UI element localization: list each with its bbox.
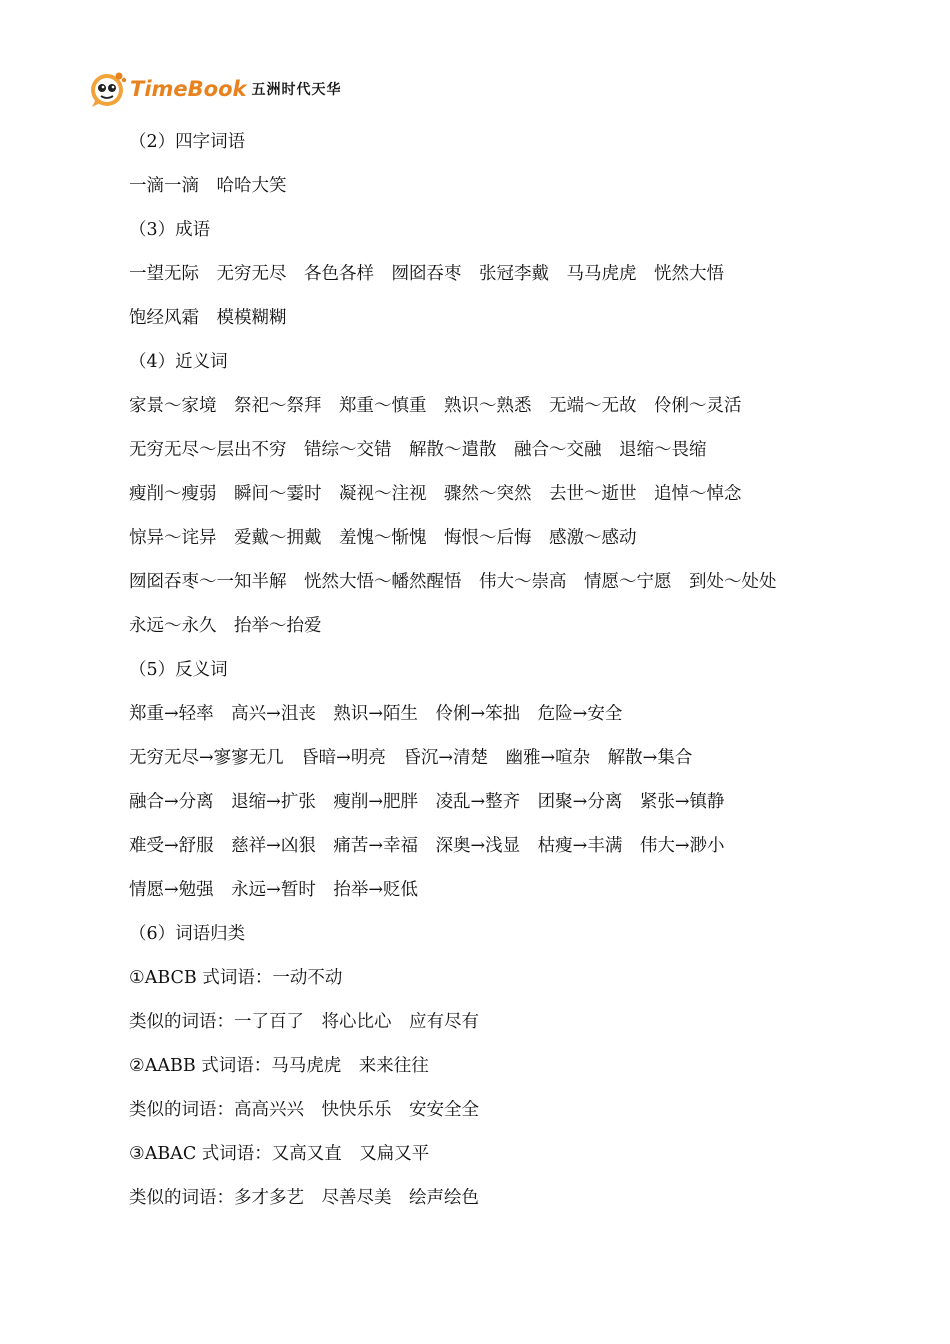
page-header — [88, 68, 341, 110]
timebook-logo-icon — [88, 69, 128, 109]
text-line: 类似的词语：高高兴兴 快快乐乐 安安全全 — [129, 1100, 479, 1120]
logo-chinese-text: 五洲时代天华 — [251, 82, 342, 98]
text-line: 情愿→勉强 永远→暂时 抬举→贬低 — [129, 880, 418, 900]
text-line: ③ABAC 式词语：又高又直 又扁又平 — [129, 1144, 430, 1164]
text-line: 家景～家境 祭祀～祭拜 郑重～慎重 熟识～熟悉 无端～无故 伶俐～灵活 — [129, 396, 742, 416]
text-line: 一望无际 无穷无尽 各色各样 囫囵吞枣 张冠李戴 马马虎虎 恍然大悟 — [129, 264, 724, 284]
text-line: 一滴一滴 哈哈大笑 — [129, 176, 287, 196]
text-line: 无穷无尽～层出不穷 错综～交错 解散～遣散 融合～交融 退缩～畏缩 — [129, 440, 707, 460]
text-line: ②AABB 式词语：马马虎虎 来来往往 — [129, 1056, 429, 1076]
text-line: ①ABCB 式词语：一动不动 — [129, 968, 343, 988]
document-body — [129, 125, 869, 1225]
text-line: 难受→舒服 慈祥→凶狠 痛苦→幸福 深奥→浅显 枯瘦→丰满 伟大→渺小 — [129, 836, 725, 856]
text-line: 类似的词语：多才多艺 尽善尽美 绘声绘色 — [129, 1188, 479, 1208]
text-line: 类似的词语：一了百了 将心比心 应有尽有 — [129, 1012, 479, 1032]
text-line: 惊异～诧异 爱戴～拥戴 羞愧～惭愧 悔恨～后悔 感激～感动 — [129, 528, 637, 548]
section-heading-antonyms: （5）反义词 — [129, 660, 228, 680]
text-line: 囫囵吞枣～一知半解 恍然大悟～幡然醒悟 伟大～崇高 情愿～宁愿 到处～处处 — [129, 572, 777, 592]
section-heading-synonyms: （4）近义词 — [129, 352, 228, 372]
section-heading-idioms: （3）成语 — [129, 220, 211, 240]
text-line: 饱经风霜 模模糊糊 — [129, 308, 287, 328]
text-line: 瘦削～瘦弱 瞬间～霎时 凝视～注视 骤然～突然 去世～逝世 追悼～悼念 — [129, 484, 742, 504]
section-heading-four-char: （2）四字词语 — [129, 132, 246, 152]
text-line: 无穷无尽→寥寥无几 昏暗→明亮 昏沉→清楚 幽雅→喧杂 解散→集合 — [129, 748, 693, 768]
section-heading-word-classification: （6）词语归类 — [129, 924, 246, 944]
text-line: 郑重→轻率 高兴→沮丧 熟识→陌生 伶俐→笨拙 危险→安全 — [129, 704, 623, 724]
logo-brand-text: TimeBook — [130, 77, 247, 101]
text-line: 永远～永久 抬举～抬爱 — [129, 616, 322, 636]
text-line: 融合→分离 退缩→扩张 瘦削→肥胖 凌乱→整齐 团聚→分离 紧张→镇静 — [129, 792, 725, 812]
